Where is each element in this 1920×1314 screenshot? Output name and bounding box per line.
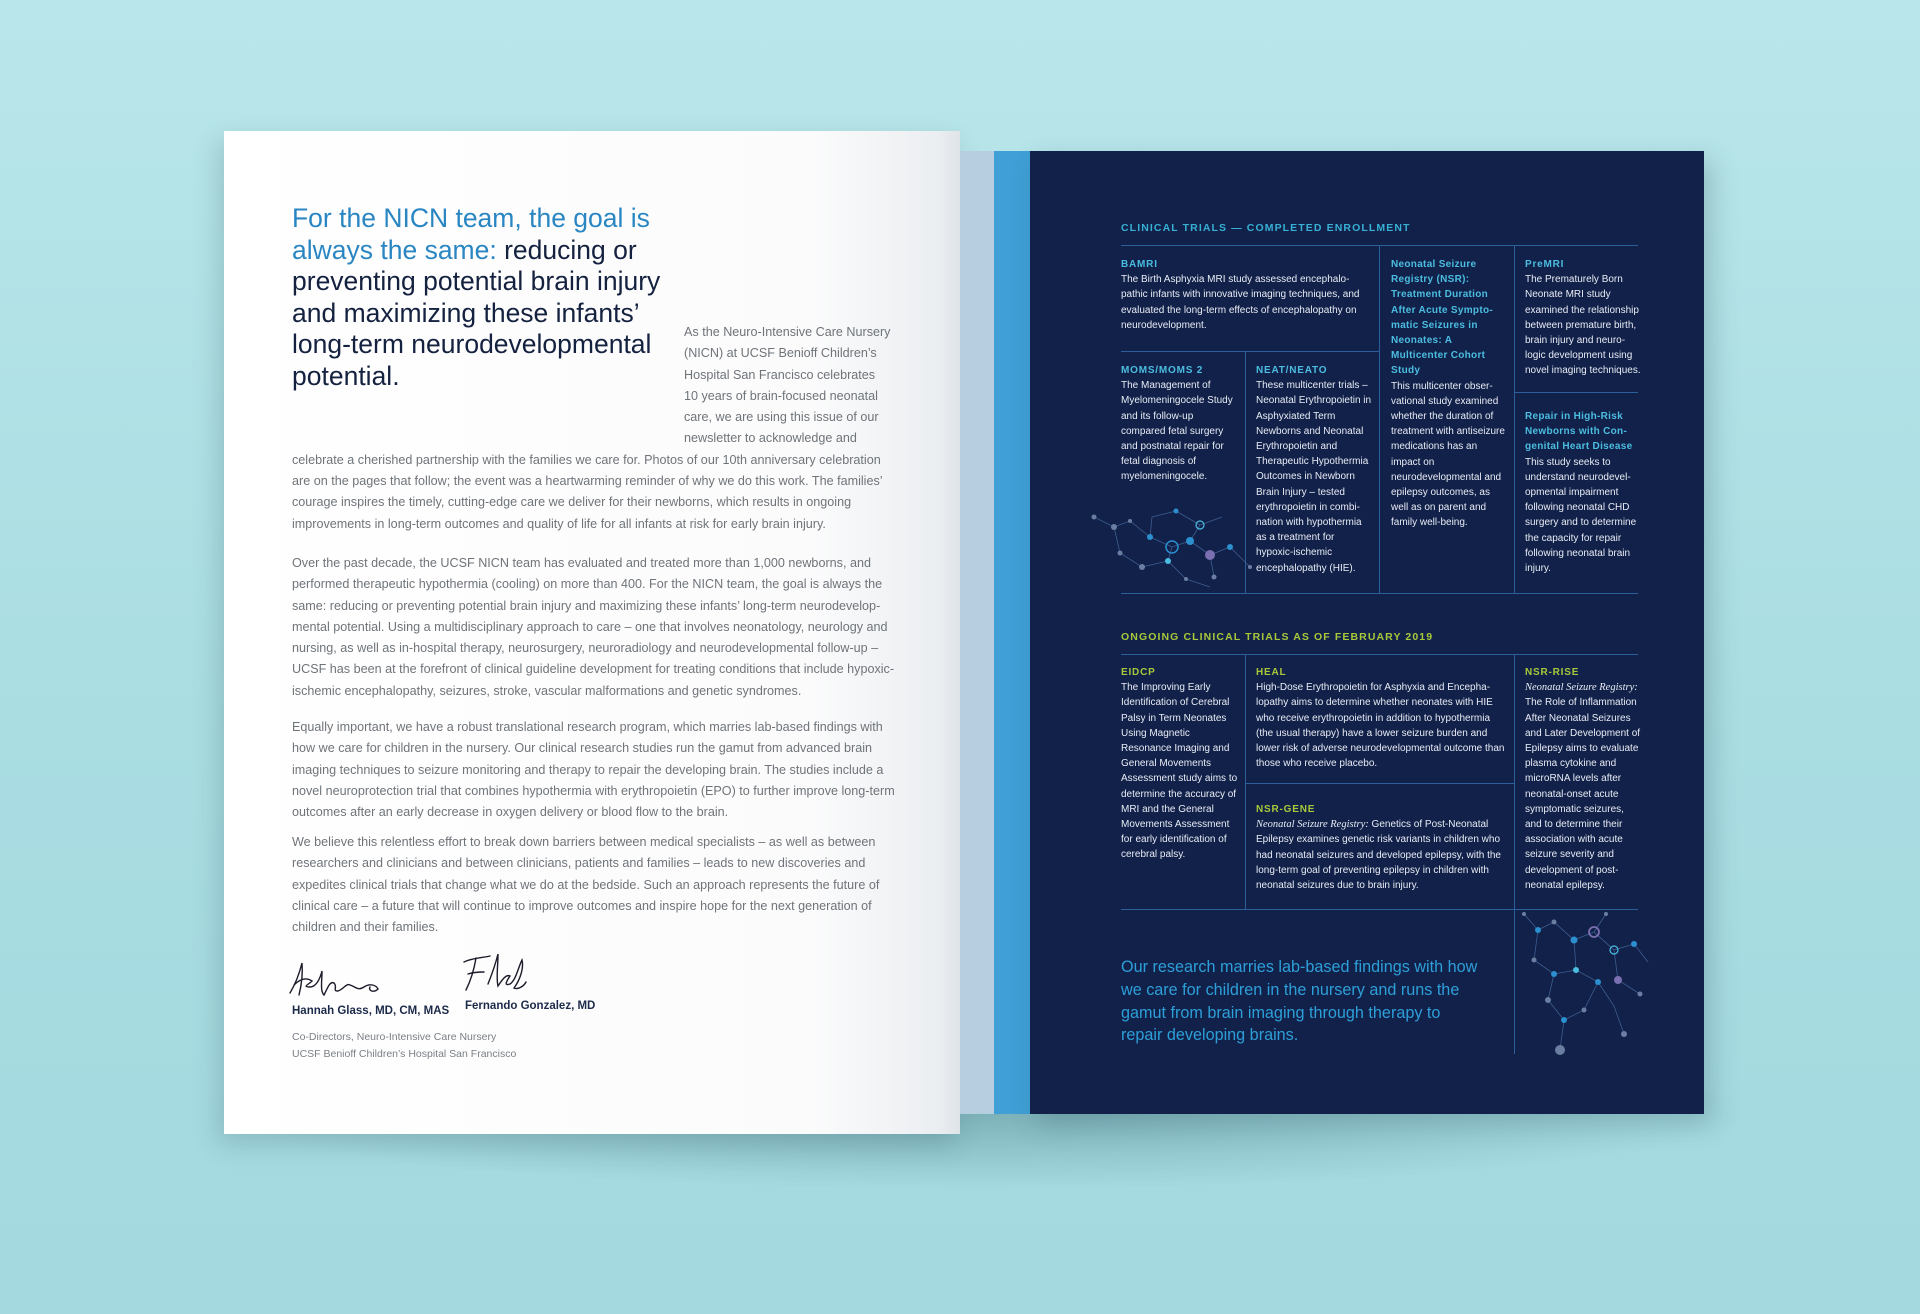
- grid-rule: [1514, 392, 1638, 393]
- signature-credits: [292, 1029, 516, 1063]
- trial-title: PreMRI: [1525, 259, 1565, 270]
- paragraph-research: Equally important, we have a robust translational research program, which marries lab-based findings with how we care for children in the nursery. Our clinical research studies run the gamut from advanced brain imaging techniques to seizure monitoring and therapy to repair the developing brain. The studies include a novel neuroprotection trial that combines hypothermia with erythropoietin (EPO) to further improve long-term outcomes after an early decrease in oxygen delivery or blood flow to the brain.: [292, 720, 895, 820]
- trial-bamri: [1121, 257, 1371, 333]
- signature-glass: [286, 957, 390, 1001]
- trial-title: EIDCP: [1121, 667, 1156, 678]
- ongoing-trials-heading: ONGOING CLINICAL TRIALS AS OF FEBRUARY 2019: [1121, 631, 1434, 643]
- trial-description: The Management of Myelomeningocele Study and its follow-up compared fetal surgery and postnatal repair for fetal diagnosis of myelomeningocele.: [1121, 380, 1233, 483]
- trial-title: NEAT/NEATO: [1256, 365, 1328, 376]
- trial-description: The Role of Inflammation After Neonatal Seizures and Later Development of Epilepsy aims to evaluate plasma cytokine and microRNA levels after neonatal-onset acute symptomatic seizures, and to determine their association with acute seizure severity and development of postneonatal epilepsy.: [1525, 697, 1641, 891]
- trial-description: These multicenter trials – Neonatal Erythropoietin in Asphyxiated Term Newborns and Neonatal Erythropoietin and Therapeutic Hypothermia Outcomes in Newborn Brain Injury – tested erythropoietin in combination with hypothermia as a treatment for hypoxic-ischemic encephalopathy (HIE).: [1256, 380, 1372, 574]
- grid-rule: [1121, 351, 1379, 352]
- trial-nsr: [1391, 257, 1509, 531]
- trial-title: NSR-RISE: [1525, 667, 1580, 678]
- network-graphic: [1514, 910, 1654, 1060]
- trial-heal: [1256, 665, 1508, 771]
- trial-description: High-Dose Erythropoietin for Asphyxia and Encephalopathy aims to determine whether neonates with HIE who receive erythropoietin in addition to hypothermia (the usual therapy) have a lower seizure burden and lower risk of adverse neurodevelopmental outcome than those who receive placebo.: [1256, 682, 1505, 770]
- trial-description: This multicenter observational study examined whether the duration of treatment with antiseizure medications has an impact on neurodevelopmental and epilepsy outcomes, as well as on parent and family well-being.: [1391, 380, 1505, 529]
- trial-neat: [1256, 363, 1374, 576]
- grid-rule: [1514, 245, 1515, 594]
- pull-quote-rest: reducing or preventing potential brain injury and maximizing these infants’ long-term neurodevelopmental potential.: [292, 234, 661, 391]
- grid-rule: [1245, 783, 1514, 784]
- credit-line: UCSF Benioff Children’s Hospital San Francisco: [292, 1048, 517, 1060]
- trial-description: This study seeks to understand neurodevelopmental impairment following neonatal CHD surgery and to determine the capacity for repair following neonatal brain injury.: [1525, 456, 1637, 575]
- trial-description: The Birth Asphyxia MRI study assessed encephalopathic infants with innovative imaging techniques, and evaluated the long-term effects of encephalopathy on neurodevelopment.: [1121, 274, 1360, 331]
- trial-nsr-gene: [1256, 802, 1508, 893]
- trial-repair: [1525, 409, 1641, 576]
- trial-title: Repair in High-Risk Newborns with Congenital Heart Disease: [1525, 411, 1633, 453]
- trial-nsr-rise: [1525, 665, 1643, 893]
- trial-description: The Improving Early Identification of Cerebral Palsy in Term Neonates Using Magnetic Resonance Imaging and General Movements Assessment study aims to determine the accuracy of MRI and the General Movements Assessment for early identification of cerebral palsy.: [1121, 682, 1238, 861]
- grid-rule: [1245, 654, 1246, 910]
- trial-premri: [1525, 257, 1641, 379]
- grid-rule: [1379, 245, 1380, 594]
- completed-trials-heading: CLINICAL TRIALS — COMPLETED ENROLLMENT: [1121, 222, 1411, 234]
- trial-title: MOMS/MOMS 2: [1121, 365, 1204, 376]
- signature-gonzalez: [458, 950, 530, 998]
- trial-title: BAMRI: [1121, 259, 1158, 270]
- paragraph-decade: Over the past decade, the UCSF NICN team has evaluated and treated more than 1,000 newborns, and performed therapeutic hypothermia (cooling) on more than 400. For the NICN team, the goal is always the same: reducing or preventing potential brain injury and maximizing these infants’ long-term neurodevelopmental potential. Using a multidisciplinary approach to care – one that involves neonatology, neurology and nursing, as well as in-hospital therapy, neurosurgery, neuroradiology and neurodevelopmental follow-up – UCSF has been at the forefront of clinical guideline development for treating conditions that include hypoxic-ischemic encephalopathy, seizures, stroke, vascular malformations and genetic syndromes.: [292, 556, 895, 698]
- trial-description: The Prematurely Born Neonate MRI study examined the relationship between premature birth, brain injury and neurologic development using novel imaging techniques.: [1525, 274, 1641, 377]
- grid-rule: [1121, 654, 1638, 655]
- signature-name-glass: Hannah Glass, MD, CM, MAS: [292, 1005, 450, 1017]
- trial-registry-label: Neonatal Seizure Registry:: [1256, 819, 1369, 831]
- gutter-light-strip: [960, 151, 994, 1114]
- trial-registry-label: Neonatal Seizure Registry:: [1525, 682, 1638, 694]
- trial-title: NSR-GENE: [1256, 804, 1316, 815]
- trial-moms: [1121, 363, 1239, 485]
- signature-name-gonzalez: Fernando Gonzalez, MD: [465, 1000, 596, 1012]
- intro-paragraph: As the Neuro-Intensive Care Nursery (NICN) at UCSF Benioff Children’s Hospital San Francisco celebrates 10 years of brain-focused neonatal care, we are using this issue of our newsletter to acknowledge and celebrate a cherished partnership with the families we care for. Photos of our 10th anniversary celebration are on the pages that follow; the event was a heartwarming reminder of why we do this work. The families’ courage inspires the timely, cutting-edge care we deliver for their newborns, which results in ongoing improvements in long-term outcomes and quality of life for all infants at risk for early brain injury.: [292, 325, 891, 531]
- pull-quote-accent: For the NICN team, the goal is always the same:: [292, 203, 650, 265]
- credit-line: Co-Directors, Neuro-Intensive Care Nursery: [292, 1031, 497, 1043]
- closing-statement: Our research marries lab-based findings with how we care for children in the nursery and runs the gamut from brain imaging through therapy to repair developing brains.: [1121, 958, 1478, 1045]
- gutter-blue-strip: [994, 151, 1030, 1114]
- trial-title: HEAL: [1256, 667, 1287, 678]
- trial-eidcp: [1121, 665, 1241, 863]
- network-graphic: [1090, 497, 1260, 597]
- paragraph-belief: We believe this relentless effort to break down barriers between medical specialists – as well as between researchers and clinicians and between clinicians, patients and families – leads to new discoveries and expedites clinical trials that change what we do at the bedside. Such an approach represents the future of clinical care – a future that will continue to improve outcomes and inspire hope for the next generation of children and their families.: [292, 835, 880, 935]
- intro-paragraph-wrap: [292, 322, 892, 535]
- trial-description: Genetics of Post-Neonatal Epilepsy examines genetic risk variants in children who had neonatal seizures and developed epilepsy, with the long-term goal of preventing epilepsy in children with neonatal seizures due to brain injury.: [1256, 819, 1501, 892]
- trial-title: Neonatal Seizure Registry (NSR): Treatment Duration After Acute Symptomatic Seizures in Neonates: A Multicenter Cohort Study: [1391, 259, 1493, 377]
